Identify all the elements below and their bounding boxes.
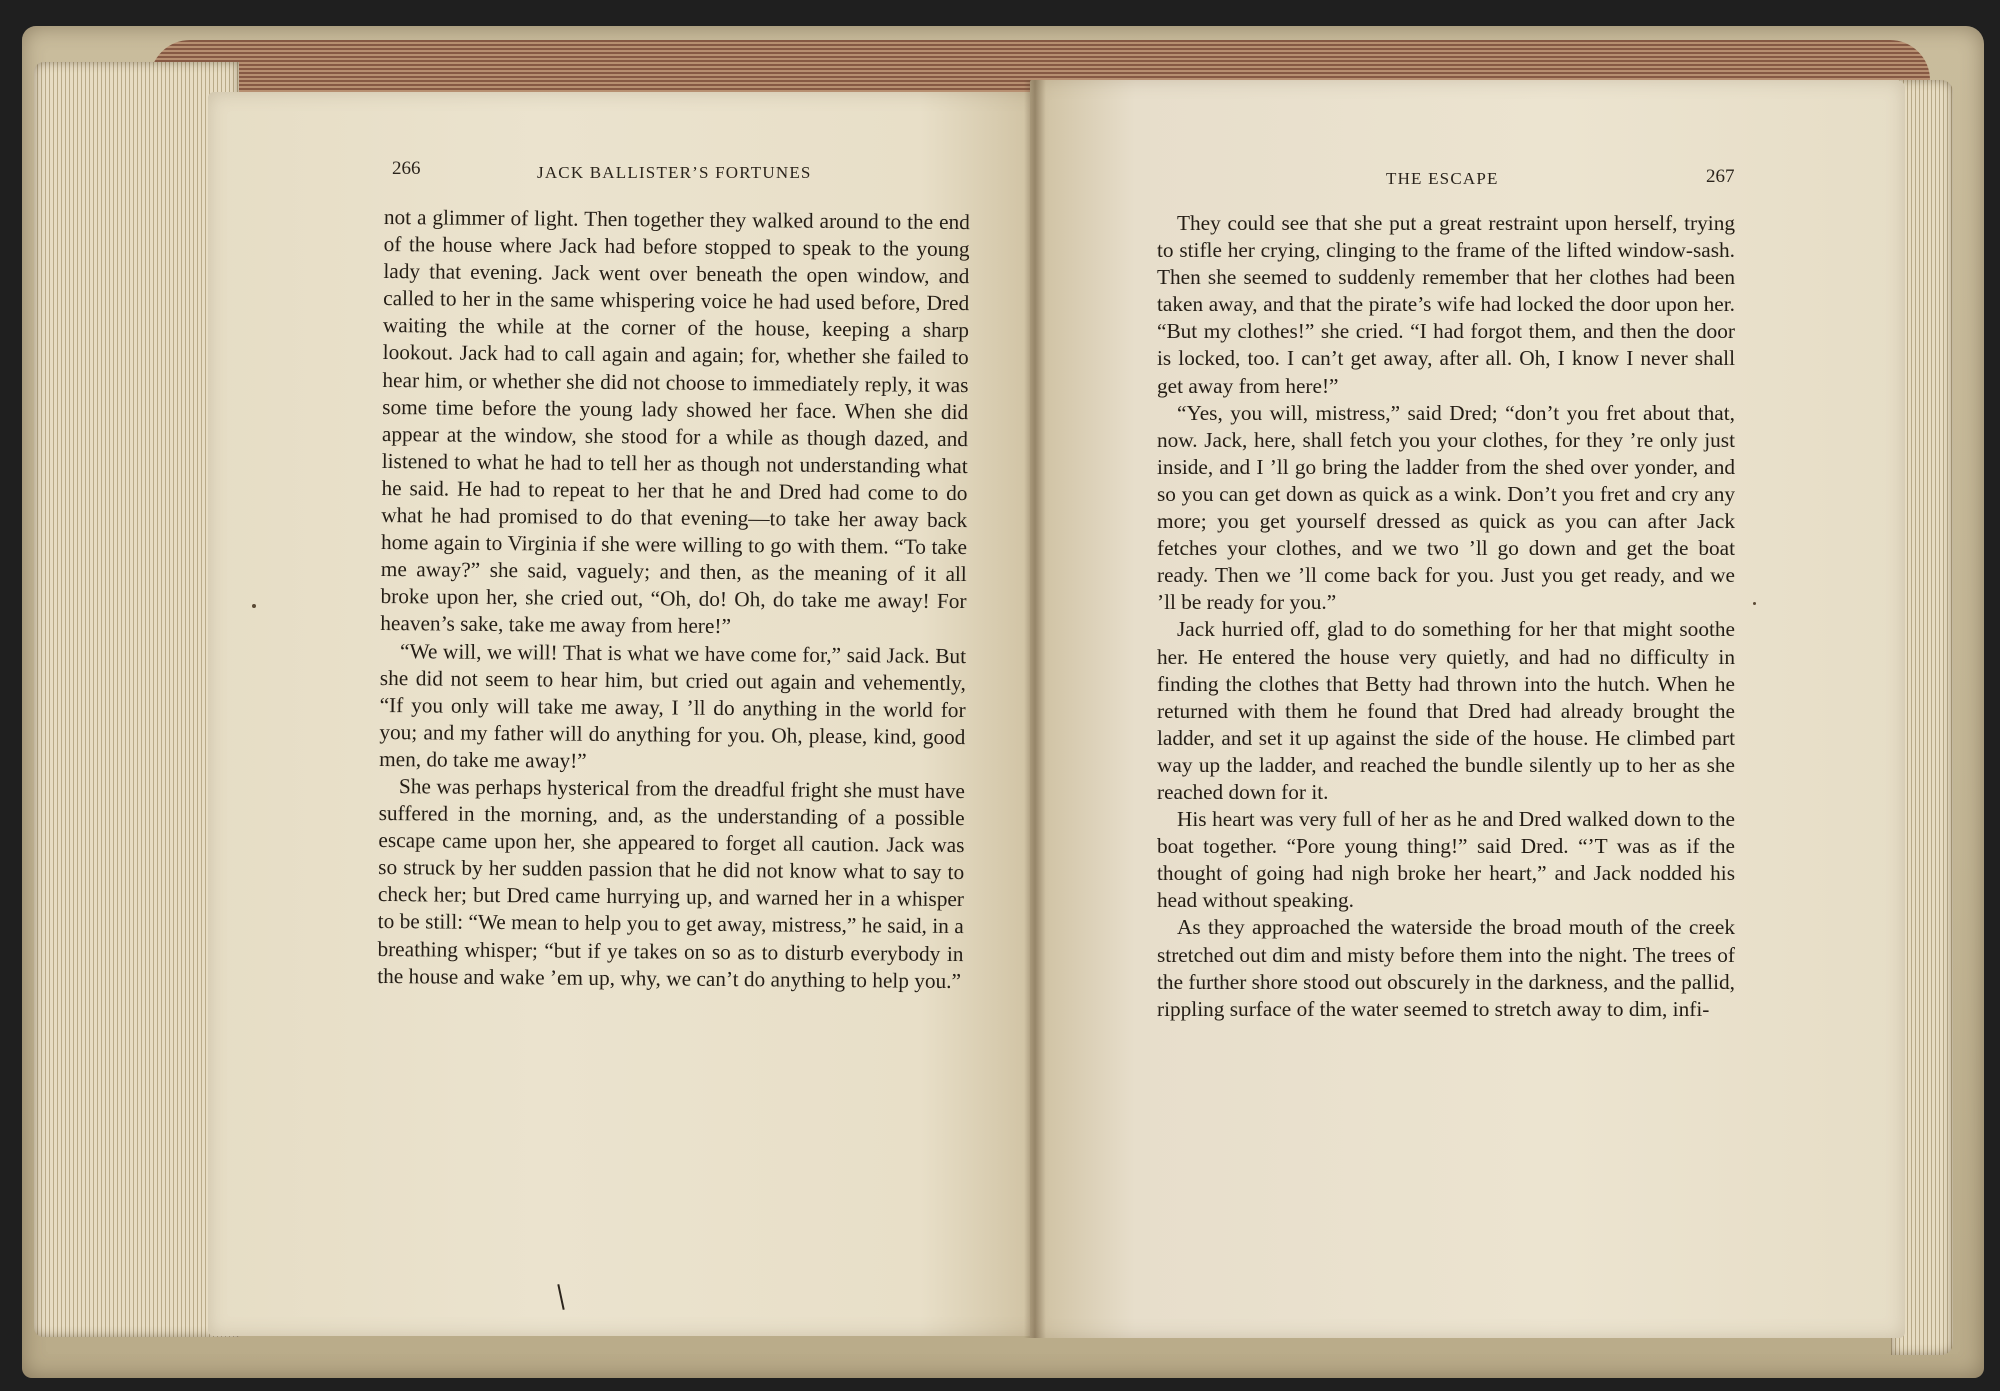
paper-speck (252, 604, 256, 608)
left-paragraph-2: “We will, we will! That is what we have come for,” said Jack. But she did not seem to hear him, but cried out again and vehemently, “If you only will take me away, I ’ll do anything in the world for you; and my father will do anything for you. Oh, please, kind, good men, do take me away!” (379, 638, 967, 773)
paper-speck (1753, 602, 1756, 605)
right-page-text (1157, 210, 1735, 1023)
left-paragraph-3: She was perhaps hysterical from the dreadful fright she must have suffered in the morning, and, as the understanding of a possible escape came upon her, she appeared to forget all caution. Jack was so struck by her sudden passion that he did not know what to say to check her; but Dred came hurrying up, and warned her in a whisper to be still: “We mean to help you to get away, mistress,” he said, in a breathing whisper; “but if ye takes on so as to disturb everybody in the house and wake ’em up, why, we can’t do anything to help you.” (377, 774, 966, 993)
right-paragraph-5: As they approached the waterside the broad mouth of the creek stretched out dim and misty before them into the night. The trees of the further shore stood out obscurely in the darkness, and the pallid, rippling surface of the water seemed to stretch away to dim, infi- (1157, 915, 1735, 1021)
left-page-number: 266 (392, 158, 421, 179)
right-paragraph-2: “Yes, you will, mistress,” said Dred; “don’t you fret about that, now. Jack, here, shall fetch you your clothes, for they ’re only just inside, and I ’ll go bring the ladder from the shed over yonder, and so you can get down as quick as a wink. Don’t you fret and cry any more; you get yourself dressed as quick as you can after Jack fetches your clothes, and we two ’ll go down and get the boat ready. Then we ’ll come back for you. Just you get ready, and we ’ll be ready for you.” (1157, 400, 1735, 615)
right-paragraph-3: Jack hurried off, glad to do something for her that might soothe her. He entered the house very quietly, and had no difficulty in finding the clothes that Betty had thrown into the hutch. When he returned with them he found that Dred had already brought the ladder, and set it up against the side of the house. He climbed part way up the ladder, and reached the bundle silently up to her as she reached down for it. (1157, 617, 1735, 804)
left-page-text (377, 204, 970, 995)
right-paragraph-4: His heart was very full of her as he and Dred walked down to the boat together. “Pore young thing!” said Dred. “’T was as if the thought of going had nigh broke her heart,” and Jack nodded his head without speaking. (1157, 807, 1735, 913)
right-running-head: THE ESCAPE (1386, 169, 1499, 188)
right-paragraph-1: They could see that she put a great restraint upon herself, trying to stifle her crying, clinging to the frame of the lifted window-sash. Then she seemed to suddenly remember that her clothes had been taken away, and that the pirate’s wife had locked the door upon her. “But my clothes!” she cried. “I had forgot them, and then the door is locked, too. I can’t get away, after all. Oh, I know I never shall get away from here!” (1157, 211, 1735, 398)
book-gutter (1024, 80, 1046, 1338)
left-running-head: JACK BALLISTER’S FORTUNES (537, 163, 812, 182)
left-paragraph-1: not a glimmer of light. Then together they walked around to the end of the house where Jack had before stopped to speak to the young lady that evening. Jack went over beneath the open window, and called to her in the same whispering voice he had used before, Dred waiting the while at the corner of the house, keeping a sharp lookout. Jack had to call again and again; for, whether she failed to hear him, or whether she did not choose to immediately reply, it was some time before the young lady showed her face. When she did appear at the window, she stood for a while as though dazed, and listened to what he had to tell her as though not understanding what he said. He had to repeat to her that he and Dred had come to do what he had promised to do that evening—to take her away back home again to Virginia if she were willing to go with them. “To take me away?” she said, vaguely; and then, as the meaning of it all broke upon her, she cried out, “Oh, do! Oh, do take me away! For heaven’s sake, take me away from here!” (380, 204, 970, 639)
right-page-number: 267 (1706, 166, 1735, 187)
